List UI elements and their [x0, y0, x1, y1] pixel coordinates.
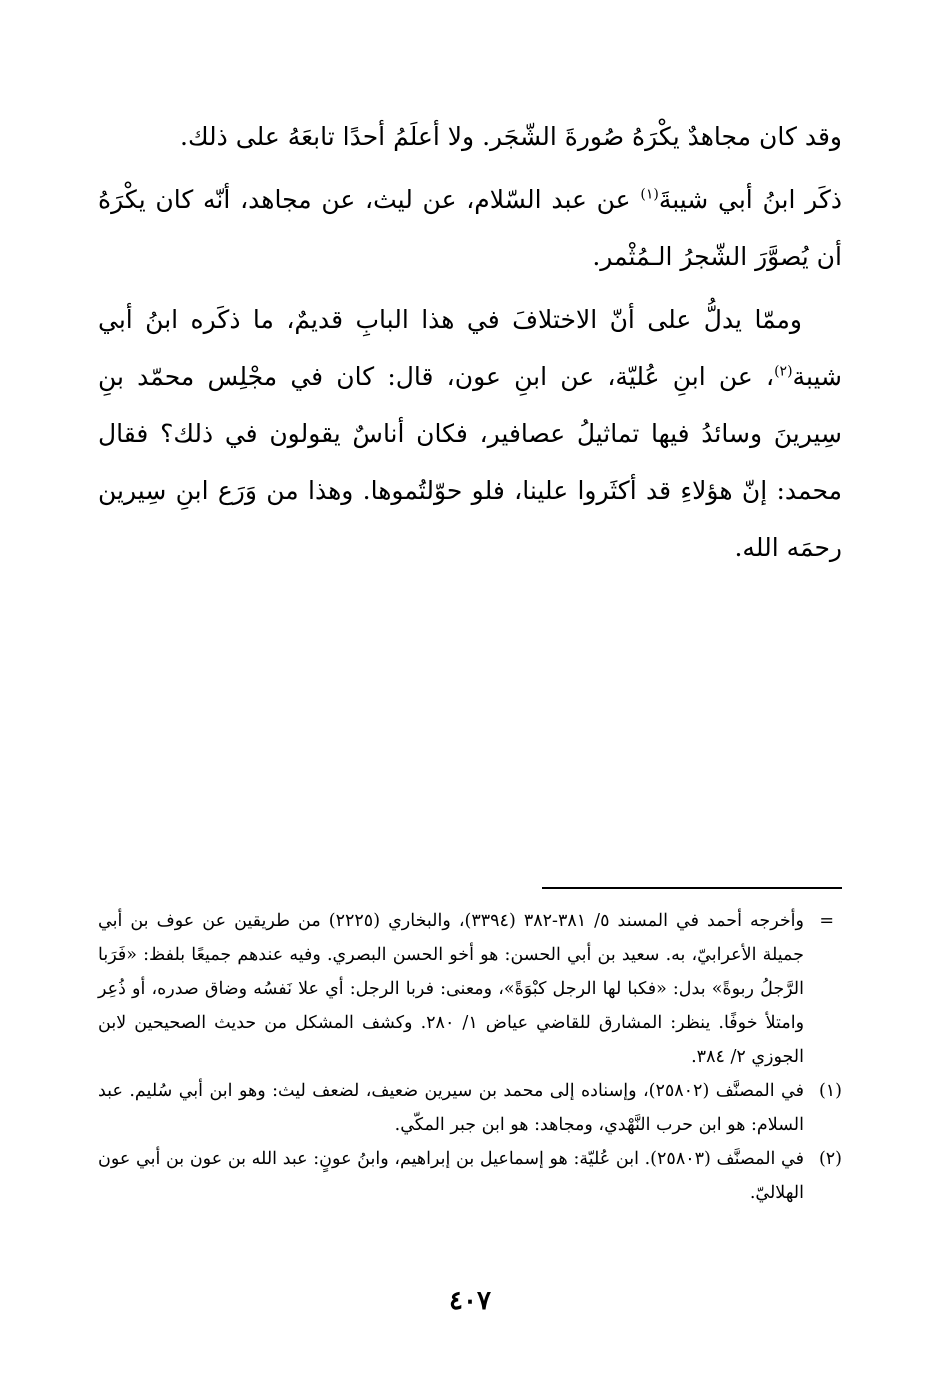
paragraph-2-start: ذكَر ابنُ أبي شيبةَ	[658, 185, 842, 214]
paragraph-2	[98, 171, 842, 285]
footnote-text: في المصنَّف (٢٥٨٠٣). ابن عُليّة: هو إسماعيل بن إبراهيم، وابنُ عونٍ: عبد الله بن عون بن أبي عون الهلاليّ.	[98, 1149, 804, 1203]
paragraph-3-start: وممّا يدلُّ على أنّ الاختلافَ في هذا البابِ قديمٌ، ما ذكَره ابنُ أبي شيبة	[98, 305, 842, 391]
footnote-ref-1[interactable]: (١)	[640, 186, 659, 203]
footnote-2	[98, 1142, 842, 1210]
paragraph-3	[98, 291, 842, 576]
footnote-separator	[542, 887, 842, 889]
paragraph-3-rest: ، عن ابنِ عُليّة، عن ابنِ عون، قال: كان في مجْلِس محمّد بنِ سِيرينَ وسائدُ فيها تماثيلُ عصافير، فكان أناسٌ يقولون في ذلك؟ فقال محمد: إنّ هؤلاءِ قد أكثَروا علينا، فلو حوّلتُموها. وهذا من وَرَع ابنِ سِيرين رحمَه الله.	[98, 362, 842, 562]
footnote-ref-2[interactable]: (٢)	[774, 363, 793, 380]
footnote-mark: (١)	[818, 1081, 842, 1101]
footnote-1	[98, 1074, 842, 1142]
footnote-mark: =	[819, 911, 834, 931]
footnote-continued	[98, 904, 842, 1074]
main-text	[98, 108, 842, 576]
paragraph-2-rest: عن عبد السّلام، عن ليث، عن مجاهد، أنّه كان يكْرَهُ أن يُصوَّرَ الشّجرُ الـمُثْمر.	[98, 185, 842, 271]
footnotes	[98, 904, 842, 1210]
book-page	[98, 108, 842, 1368]
paragraph-1: وقد كان مجاهدٌ يكْرَهُ صُورةَ الشّجَر. ولا أعلَمُ أحدًا تابعَهُ على ذلك.	[180, 122, 842, 151]
footnote-mark: (٢)	[818, 1149, 842, 1169]
footnote-text: وأخرجه أحمد في المسند ٥/ ٣٨١-٣٨٢ (٣٣٩٤)، والبخاري (٢٢٢٥) من طريقين عن عوف بن أبي جميلة الأعرابيّ، به. سعيد بن أبي الحسن: هو أخو الحسن البصري. وفيه عندهم جميعًا بلفظ: «فَرَبا الرَّجلُ ربوةً» بدل: «فكبا لها الرجل كبْوَةً»، ومعنى: فربا الرجل: أي علا نَفسُه وضاق صدره، أو ذُعِر وامتلأ خوفًا. ينظر: المشارق للقاضي عياض ١/ ٢٨٠. وكشف المشكل من حديث الصحيحين لابن الجوزي ٢/ ٣٨٤.	[98, 911, 805, 1067]
page-number: ٤٠٧	[449, 1286, 491, 1316]
footnote-text: في المصنَّف (٢٥٨٠٢)، وإسناده إلى محمد بن سيرين ضعيف، لضعف ليث: وهو ابن أبي سُليم. عبد السلام: هو ابن حرب النَّهْدي، ومجاهد: هو ابن جبر المكّي.	[98, 1081, 804, 1135]
